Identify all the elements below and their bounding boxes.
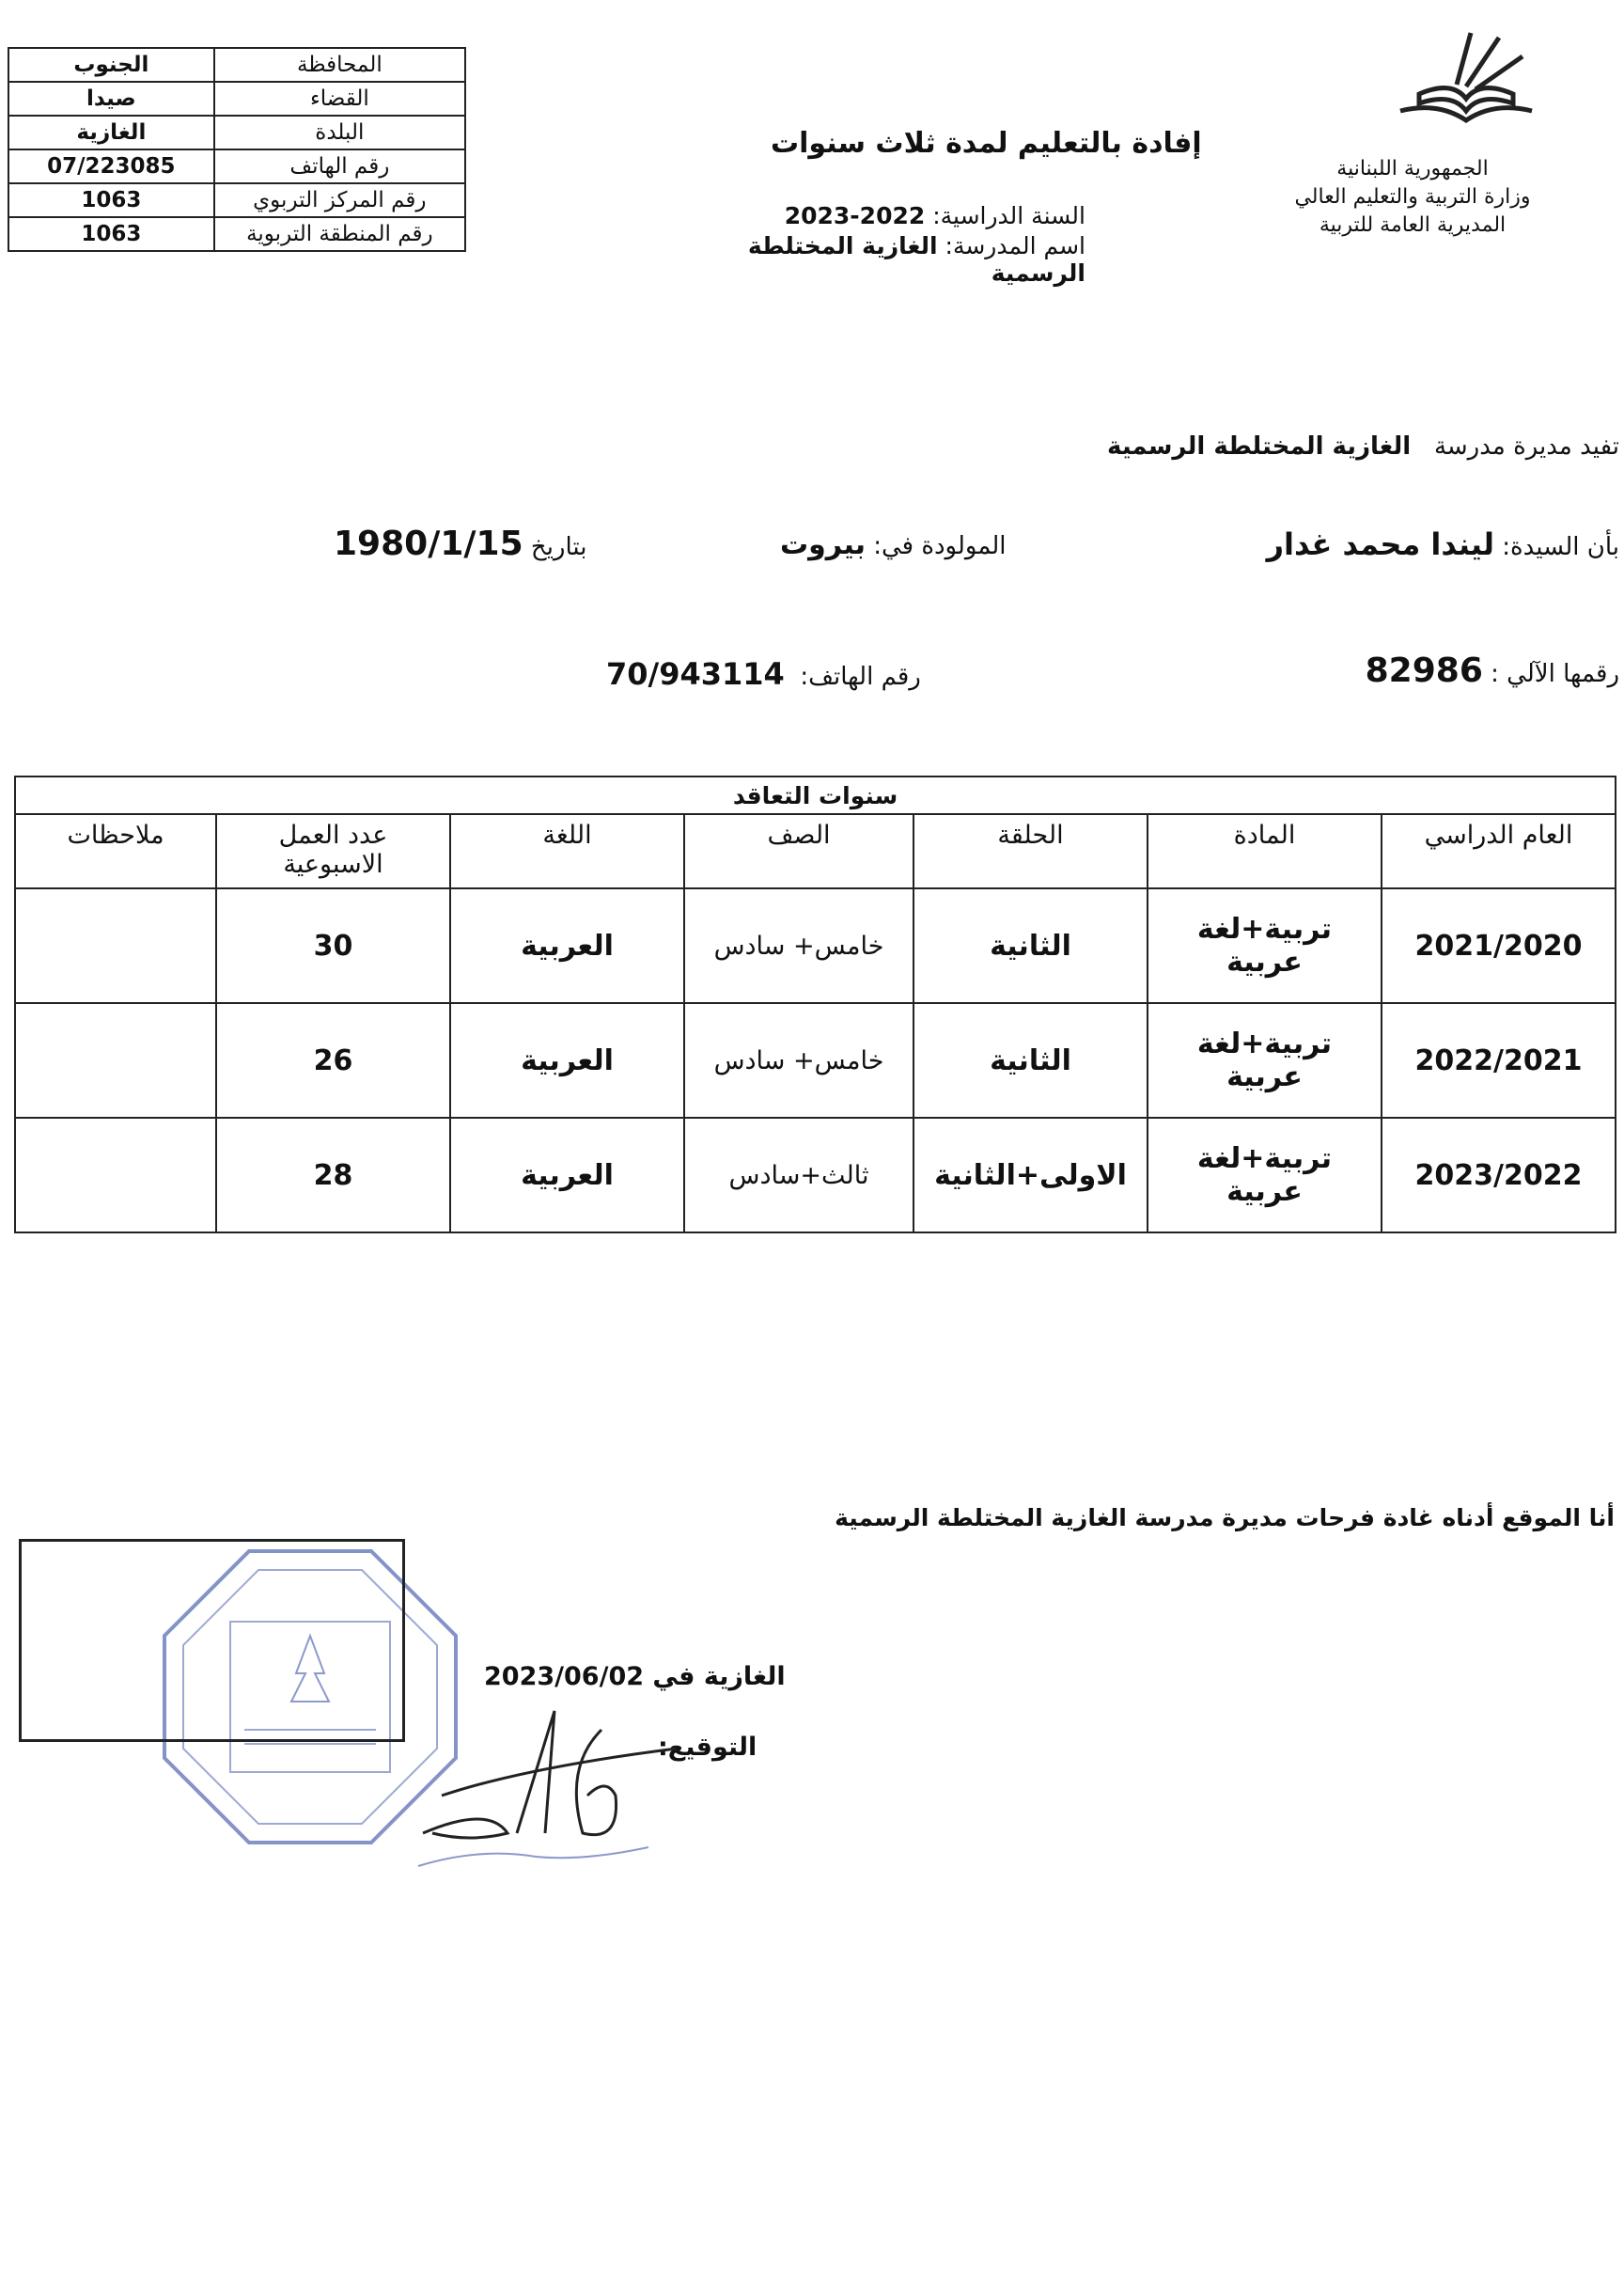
document-title: إفادة بالتعليم لمدة ثلاث سنوات	[771, 127, 1202, 160]
header-notes: ملاحظات	[15, 814, 216, 888]
intro-line	[1107, 432, 1619, 461]
school-label: اسم المدرسة:	[945, 232, 1085, 259]
info-value: 07/223085	[8, 149, 214, 183]
subject-line1: تربية+لغة	[1196, 1142, 1333, 1175]
cell-language: العربية	[450, 888, 684, 1003]
info-value: الجنوب	[8, 48, 214, 82]
info-row	[8, 183, 465, 217]
stamp-frame	[19, 1539, 405, 1742]
subject-line2: عربية	[1226, 946, 1303, 979]
intro-label: تفيد مديرة مدرسة	[1433, 432, 1619, 461]
cell-cycle: الاولى+الثانية	[914, 1118, 1148, 1232]
signature-label: التوقيع:	[658, 1733, 757, 1762]
born-label: المولودة في:	[873, 532, 1007, 560]
info-label: رقم المنطقة التربوية	[214, 217, 465, 251]
cell-hours: 26	[216, 1003, 450, 1118]
cell-grade: ثالث+سادس	[684, 1118, 914, 1232]
phone-number: 70/943114	[606, 656, 785, 692]
cell-year: 2022/2021	[1382, 1003, 1616, 1118]
info-row	[8, 116, 465, 149]
cell-subject	[1148, 1003, 1382, 1118]
cell-year: 2023/2022	[1382, 1118, 1616, 1232]
phone-label: رقم الهاتف:	[800, 663, 921, 691]
cell-hours: 28	[216, 1118, 450, 1232]
info-row	[8, 82, 465, 116]
teacher-name: ليندا محمد غدار	[1266, 526, 1494, 562]
auto-label: رقمها الآلي :	[1491, 660, 1619, 688]
intro-school: الغازية المختلطة الرسمية	[1107, 432, 1412, 461]
place-date	[484, 1662, 786, 1691]
year-label: السنة الدراسية:	[932, 202, 1085, 229]
cell-notes	[15, 1003, 216, 1118]
header-hours-line1: عدد العمل	[278, 821, 388, 850]
date-label: بتاريخ	[530, 533, 587, 561]
header-subject: المادة	[1148, 814, 1382, 888]
info-value: 1063	[8, 217, 214, 251]
info-value: صيدا	[8, 82, 214, 116]
subject-line2: عربية	[1226, 1060, 1303, 1093]
auto-number: 82986	[1365, 651, 1483, 690]
phone-line	[606, 656, 921, 692]
contract-years-table	[14, 776, 1616, 1233]
table-header-row	[15, 814, 1616, 888]
contract-table-wrapper	[14, 776, 1616, 1233]
info-label: رقم المركز التربوي	[214, 183, 465, 217]
ministry-logo-icon	[1382, 28, 1551, 141]
birthdate	[334, 525, 587, 563]
cell-subject	[1148, 888, 1382, 1003]
header-hours-line2: الاسبوعية	[283, 850, 383, 879]
info-row	[8, 149, 465, 183]
table-caption: سنوات التعاقد	[15, 777, 1616, 814]
directorate-text: المديرية العامة للتربية	[1319, 213, 1507, 237]
table-row	[15, 1003, 1616, 1118]
info-label: البلدة	[214, 116, 465, 149]
birth-date: 1980/1/15	[334, 525, 523, 563]
school-info-table	[8, 47, 466, 252]
auto-number-line	[1366, 651, 1619, 690]
cell-grade: خامس+ سادس	[684, 1003, 914, 1118]
birthplace	[780, 528, 1007, 561]
cell-grade: خامس+ سادس	[684, 888, 914, 1003]
header-year: العام الدراسي	[1382, 814, 1616, 888]
year-value: 2022-2023	[784, 202, 926, 229]
cell-cycle: الثانية	[914, 888, 1148, 1003]
signature-icon	[414, 1692, 695, 1880]
cell-hours: 30	[216, 888, 450, 1003]
subject-line1: تربية+لغة	[1196, 913, 1333, 946]
table-row	[15, 888, 1616, 1003]
cell-cycle: الثانية	[914, 1003, 1148, 1118]
cell-language: العربية	[450, 1003, 684, 1118]
info-value: الغازية	[8, 116, 214, 149]
ministry-header	[1253, 155, 1572, 240]
place-date-label: الغازية في	[652, 1662, 786, 1691]
cell-subject	[1148, 1118, 1382, 1232]
place-date-value: 2023/06/02	[484, 1662, 645, 1691]
table-row	[15, 1118, 1616, 1232]
header-language: اللغة	[450, 814, 684, 888]
info-row	[8, 217, 465, 251]
info-row	[8, 48, 465, 82]
header-grade: الصف	[684, 814, 914, 888]
subject-line2: عربية	[1226, 1175, 1303, 1208]
subject-line1: تربية+لغة	[1196, 1028, 1333, 1060]
header-weekly-hours	[216, 814, 450, 888]
info-label: المحافظة	[214, 48, 465, 82]
cell-language: العربية	[450, 1118, 684, 1232]
cell-notes	[15, 1118, 216, 1232]
cell-notes	[15, 888, 216, 1003]
mrs-label: بأن السيدة:	[1502, 533, 1619, 561]
ministry-text: وزارة التربية والتعليم العالي	[1294, 185, 1531, 209]
cell-year: 2021/2020	[1382, 888, 1616, 1003]
republic-text: الجمهورية اللبنانية	[1336, 157, 1489, 180]
name-line	[1267, 526, 1619, 562]
school-year-row	[672, 202, 1085, 229]
header-cycle: الحلقة	[914, 814, 1148, 888]
info-label: القضاء	[214, 82, 465, 116]
info-label: رقم الهاتف	[214, 149, 465, 183]
school-name-row	[672, 232, 1085, 287]
info-value: 1063	[8, 183, 214, 217]
born-place: بيروت	[780, 528, 866, 561]
school-value: الغازية المختلطة الرسمية	[747, 232, 1085, 287]
undersigned-statement: أنا الموقع أدناه غادة فرحات مديرة مدرسة الغازية المختلطة الرسمية	[835, 1504, 1615, 1531]
